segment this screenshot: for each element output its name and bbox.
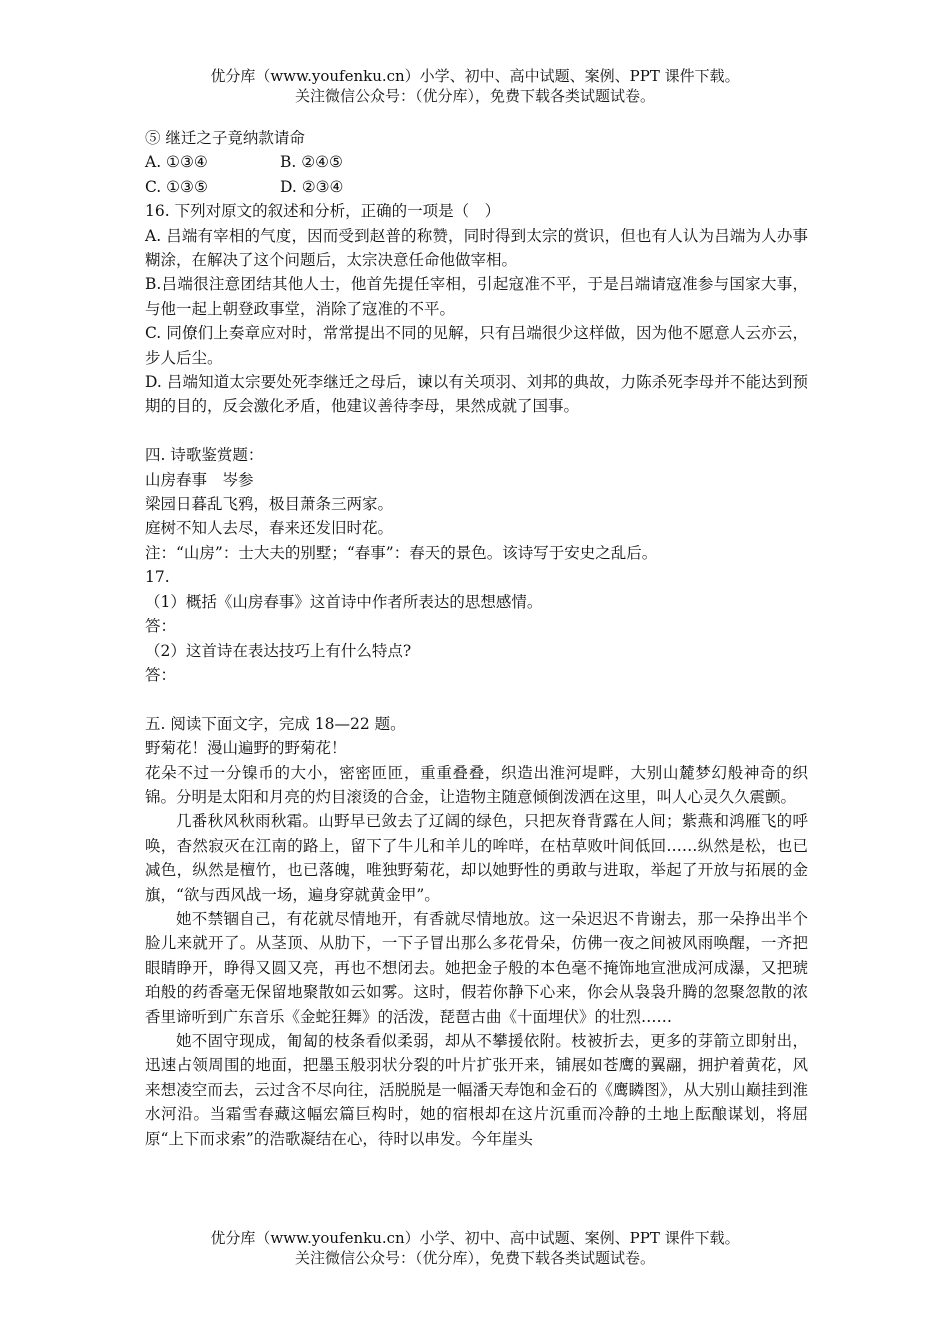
section4-heading: 四. 诗歌鉴赏题： xyxy=(145,446,264,465)
page-footer xyxy=(0,1228,950,1268)
passage-paragraph-4: 她不固守现成，匍匐的枝条看似柔弱，却从不攀援依附。枝被折去，更多的芽箭立即射出，迅速占领周围的地面，把墨玉般羽状分裂的叶片扩张开来，铺展如苍鹰的翼翮，拥护着黄花，风来想凌空而去，云过含不尽向往，活脱脱是一幅潘天寿饱和金石的《鹰瞵图》，从大别山巅挂到淮水河沿。当霜雪春藏这幅宏篇巨构时，她的宿根却在这片沉重而冷静的土地上酝酿谋划，将屈原“上下而求索”的浩歌凝结在心，待时以串发。今年崖头 xyxy=(145,1032,808,1148)
q17-answer-2: 答： xyxy=(145,665,177,684)
passage-title: 野菊花！漫山遍野的野菊花！ xyxy=(145,739,347,758)
section5-heading: 五. 阅读下面文字，完成 18—22 题。 xyxy=(145,714,406,733)
q16-stem: 16. 下列对原文的叙述和分析，正确的一项是（ ） xyxy=(145,202,501,221)
q16-option-c: C. 同僚们上奏章应对时，常常提出不同的见解，只有吕端很少这样做，因为他不愿意人云亦云，步人后尘。 xyxy=(145,324,808,367)
passage-paragraph-3: 她不禁锢自己，有花就尽情地开，有香就尽情地放。这一朵迟迟不肯谢去，那一朵挣出半个脸儿来就开了。从茎顶、从肋下，一下子冒出那么多花骨朵，仿佛一夜之间被风雨唤醒，一齐把眼睛睁开，睁得又圆又亮，再也不想闭去。她把金子般的本色毫不掩饰地宣泄成河成瀑，又把琥珀般的药香毫无保留地聚散如云如雾。这时，假若你静下心来，你会从袅袅升腾的忽聚忽散的浓香里谛听到广东音乐《金蛇狂舞》的活泼，琵琶古曲《十面埋伏》的壮烈…… xyxy=(145,909,808,1026)
q15-option-b: B. ②④⑤ xyxy=(280,153,343,172)
q16-option-b: B.吕端很注意团结其他人士，他首先提任宰相，引起寇准不平，于是吕端请寇准参与国家大事，与他一起上朝登政事堂，消除了寇准的不平。 xyxy=(145,275,808,318)
page-header xyxy=(0,66,950,106)
header-line-1: 优分库（www.youfenku.cn）小学、初中、高中试题、案例、PPT 课件下载。 xyxy=(210,67,740,85)
q17-sub-2: （2）这首诗在表达技巧上有什么特点? xyxy=(145,641,412,660)
q16-option-a: A. 吕端有宰相的气度，因而受到赵普的称赞，同时得到太宗的赏识，但也有人认为吕端为人办事糊涂，在解决了这个问题后，太宗决意任命他做宰相。 xyxy=(145,226,808,270)
poem-line-1: 梁园日暮乱飞鸦，极目萧条三两家。 xyxy=(145,495,394,514)
page-content xyxy=(145,126,808,1151)
q17-sub-1: （1）概括《山房春事》这首诗中作者所表达的思想感情。 xyxy=(145,592,543,611)
q15-option-d: D. ②③④ xyxy=(280,177,344,196)
q15-item-5: ⑤ 继迁之子竟纳款请命 xyxy=(145,129,305,147)
q15-options-row-1 xyxy=(145,150,808,174)
q15-option-a: A. ①③④ xyxy=(145,153,208,172)
footer-line-2: 关注微信公众号：（优分库），免费下载各类试题试卷。 xyxy=(294,1249,655,1267)
passage-paragraph-2: 几番秋风秋雨秋霜。山野早已敛去了辽阔的绿色，只把灰脊背露在人间；紫燕和鸿雁飞的呼唤，杳然寂灭在江南的路上，留下了牛儿和羊儿的哞咩，在枯草败叶间低回……纵然是松，也已减色，纵然是檀竹，也已落魄，唯独野菊花，却以她野性的勇敢与进取，举起了开放与拓展的金旗，“欲与西风战一场，遍身穿就黄金甲”。 xyxy=(145,812,808,904)
poem-note: 注：“山房”：士大夫的别墅；“春事”：春天的景色。该诗写于安史之乱后。 xyxy=(145,543,658,562)
q15-options-row-2 xyxy=(145,175,808,199)
q15-option-c: C. ①③⑤ xyxy=(145,177,208,196)
passage-paragraph-1: 花朵不过一分镍币的大小，密密匝匝，重重叠叠，织造出淮河堤畔，大别山麓梦幻般神奇的织锦。分明是太阳和月亮的灼目滚烫的合金，让造物主随意倾倒泼洒在这里，叫人心灵久久震颤。 xyxy=(145,763,808,806)
spacer xyxy=(145,419,808,443)
poem-line-2: 庭树不知人去尽，春来还发旧时花。 xyxy=(145,519,394,538)
q17-number: 17. xyxy=(145,568,170,587)
q16-option-d: D. 吕端知道太宗要处死李继迁之母后，谏以有关项羽、刘邦的典故，力陈杀死李母并不能达到预期的目的，反会激化矛盾，他建议善待李母，果然成就了国事。 xyxy=(145,373,808,416)
poem-title: 山房春事 岑参 xyxy=(145,470,254,489)
spacer xyxy=(145,687,808,711)
q17-answer-1: 答： xyxy=(145,617,177,636)
header-line-2: 关注微信公众号：（优分库），免费下载各类试题试卷。 xyxy=(294,87,655,105)
footer-line-1: 优分库（www.youfenku.cn）小学、初中、高中试题、案例、PPT 课件下载。 xyxy=(210,1229,740,1247)
